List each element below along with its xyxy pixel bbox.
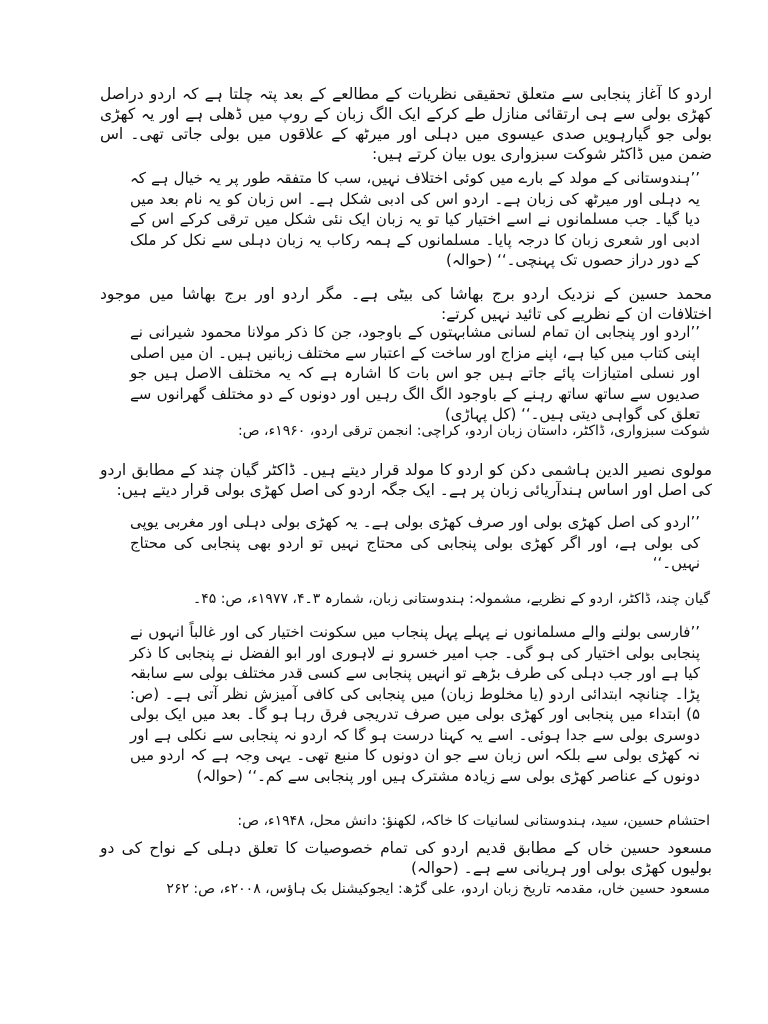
paragraph-hashmi: مولوی نصیر الدین ہاشمی دکن کو اردو کا مولد قرار دیتے ہیں۔ ڈاکٹر گیان چند کے مطابق اردو کی اصل اور اساس ہندآریائی زبان پر ہے۔ ایک جگہ اردو کی اصل کھڑی بولی قرار دیتے ہیں: [100,461,712,499]
quote-persian-speakers: ’’فارسی بولنے والے مسلمانوں نے پہلے پہل پنجاب میں سکونت اختیار کی اور غالباً انہوں نے پنجابی بولی اختیار کی ہو گی۔ جب امیر خسرو نے لاہوری اور ابو الفضل نے پنجابی کا ذکر کیا ہے اور جب دہلی کی طرف بڑھے تو انہیں پنجابی سے کسی قدر مختلف بولی سے سابقہ پڑا۔ چنانچہ ابتدائی اردو (یا مخلوط زبان) میں پنجابی کی کافی آمیزش نظر آتی ہے۔ (ص: ۵) ابتداء میں پنجابی اور کھڑی بولی میں صرف تدریجی فرق رہا ہو گا۔ بعد میں ایک بولی دوسری بولی سے جدا ہوئی۔ اسے یہ کہنا درست ہو گا کہ اردو نہ پنجابی سے نکلی ہے اور نہ کھڑی بولی سے بلکہ اس زبان سے جو ان دونوں کا منبع تھی۔ یہی وجہ ہے کہ اردو میں دونوں کے عناصر کھڑی بولی سے زیادہ مشترک ہیں اور پنجابی سے کم۔‘‘ (حوالہ) [130,623,700,785]
paragraph-husain: محمد حسین کے نزدیک اردو برج بھاشا کی بیٹی ہے۔ مگر اردو اور برج بھاشا میں موجود اختلافات ان کے نظریے کی تائید نہیں کرتے: [100,285,712,323]
quote-urdu-punjabi: ’’اردو اور پنجابی ان تمام لسانی مشابہتوں کے باوجود، جن کا ذکر مولانا محمود شیرانی نے اپنی کتاب میں کیا ہے، اپنے مزاج اور ساخت کے اعتبار سے مختلف زبانیں ہیں۔ ان میں اصلی اور نسلی امتیازات پائے جاتے ہیں جو اس بات کا اشارہ ہے کہ یہ مختلف الاصل ہیں جو صدیوں سے ساتھ ساتھ رہنے کے باوجود الگ الگ رہیں اور دونوں کے دو مختلف گھرانوں سے تعلق کی گواہی دیتی ہیں۔‘‘ (کل پہاڑی) [130,323,700,423]
reference-masood: مسعود حسین خاں، مقدمہ تاریخ زبان اردو، علی گڑھ: ایجوکیشنل بک ہاؤس، ۲۰۰۸ء، ص: ۲۶۲ [166,881,710,897]
quote-sabzwari: ’’ہندوستانی کے مولد کے بارے میں کوئی اختلاف نہیں، سب کا متفقہ طور پر یہ خیال ہے کہ یہ دہلی اور میرٹھ کی زبان ہے۔ اردو اس کی ادبی شکل ہے۔ اس زبان کو یہ نام بعد میں دیا گیا۔ جب مسلمانوں نے اسے اختیار کیا تو یہ زبان ایک نئی شکل میں ترقی کرکے اس کے ادبی اور شعری زبان کا درجہ پایا۔ مسلمانوں کے ہمہ رکاب یہ زبان دہلی سے نکل کر ملک کے دور دراز حصوں تک پہنچی۔‘‘ (حوالہ) [130,169,700,269]
paragraph-intro: اردو کا آغاز پنجابی سے متعلق تحقیقی نظریات کے مطالعے کے بعد پتہ چلتا ہے کہ اردو دراصل کھڑی بولی سے ہی ارتقائی منازل طے کرکے ایک الگ زبان کے روپ میں ڈھلی ہے اور یہ کھڑی بولی جو گیارہویں صدی عیسوی میں دہلی اور میرٹھ کے علاقوں میں بولی جاتی تھی۔ اس ضمن میں ڈاکٹر شوکت سبزواری یوں بیان کرتے ہیں: [100,85,712,163]
reference-sabzwari: شوکت سبزواری، ڈاکٹر، داستان زبان اردو، کراچی: انجمن ترقی اردو، ۱۹۶۰ء، ص: [237,423,710,439]
reference-ihtisham: احتشام حسین، سید، ہندوستانی لسانیات کا خاکہ، لکھنؤ: دانش محل، ۱۹۴۸ء، ص: [237,813,710,829]
paragraph-masood: مسعود حسین خاں کے مطابق قدیم اردو کی تمام خصوصیات کا تعلق دہلی کے نواح کی دو بولیوں کھڑی بولی اور ہریانی سے ہے۔ (حوالہ) [100,839,712,877]
reference-gian-chand: گیان چند، ڈاکٹر، اردو کے نظریے، مشمولہ: ہندوستانی زبان، شمارہ ۳۔۴، ۱۹۷۷ء، ص: ۴۵۔ [193,591,710,607]
quote-gian-chand: ’’اردو کی اصل کھڑی بولی اور صرف کھڑی بولی ہے۔ یہ کھڑی بولی دہلی اور مغربی یوپی کی بولی ہے، اور اگر کھڑی بولی پنجابی کی محتاج نہیں تو اردو بھی پنجابی کی محتاج نہیں۔‘‘ [130,513,700,572]
